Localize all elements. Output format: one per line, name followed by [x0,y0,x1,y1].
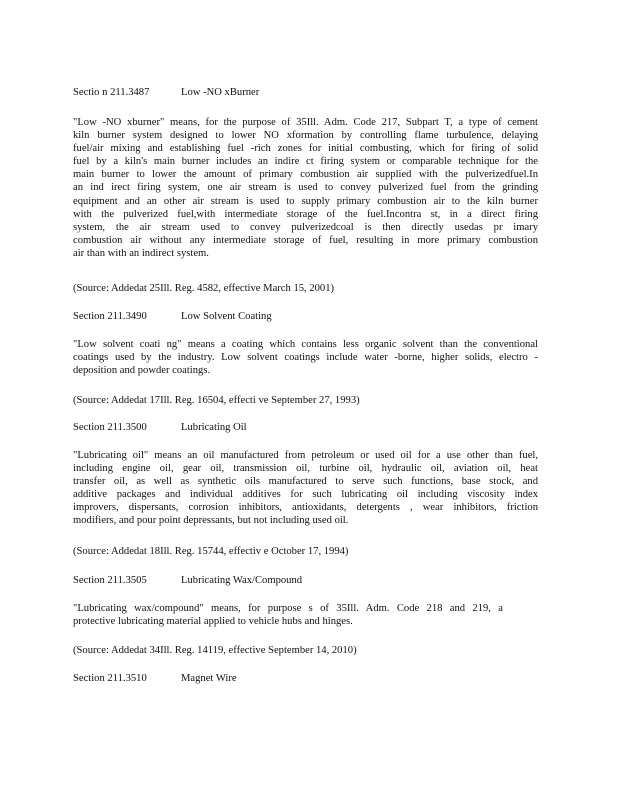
definition-line: "Lubricating wax/compound" means, for purpose s of 35Ill. Adm. Code 218 and 219, a [73,603,503,614]
definition-line: transfer oil, as well as synthetic oils manufactured to serve such functions, base stock, and [73,476,538,488]
definition-line: "Lubricating oil" means an oil manufactured from petroleum or used oil for a use other than fuel, [73,450,538,461]
source-note: (Source: Addedat 25Ill. Reg. 4582, effective March 15, 2001) [73,283,335,294]
definition-line: fuel/air mixing and establishing fuel -rich zones for initial combusting, which for firing of solid [73,143,538,155]
source-note: (Source: Addedat 34Ill. Reg. 14119, effective September 14, 2010) [73,645,357,656]
definition-line: "Low -NO xburner" means, for the purpose of 35Ill. Adm. Code 217, Subpart T, a type of cement [73,117,538,128]
section-heading [73,672,237,685]
definition-paragraph [73,449,538,528]
source-note: (Source: Addedat 18Ill. Reg. 15744, effectiv e October 17, 1994) [73,546,349,557]
definition-paragraph [73,602,503,628]
definition-line: system, the air stream used to convey pulverizedcoal is then directly usedas pr imary [73,221,538,233]
definition-line: improvers, dispersants, corrosion inhibitors, antioxidants, detergents , wear inhibitors, friction [73,502,538,514]
definition-line: including engine oil, gear oil, transmission oil, turbine oil, hydraulic oil, aviation oil, heat [73,463,538,475]
definition-line: main burner to lower the amount of primary combustion air supplied with the pulverizedfuel.In [73,169,538,181]
section-heading [73,421,247,434]
definition-line: coatings used by the industry. Low solvent coatings include water -borne, higher solids, electro - [73,352,538,364]
definition-line: combustion air without any intermediate storage of fuel, resulting in more primary combustion [73,234,538,246]
section-number: Section 211.3510 [73,673,147,684]
definition-line: additive packages and individual additives for such lubricating oil including viscosity index [73,489,538,501]
section-heading [73,574,302,587]
definition-line: kiln burner system designed to lower NO xformation by controlling flame turbulence, delaying [73,130,538,142]
section-title: Lubricating Wax/Compound [181,575,303,586]
section-heading [73,86,259,99]
section-title: Lubricating Oil [181,422,247,433]
definition-line: deposition and powder coatings. [73,365,211,377]
definition-line: air than with an indirect system. [73,247,209,259]
definition-line: fuel by a kiln's main burner includes an indire ct firing system or comparable technique for the [73,156,538,168]
definition-line: modifiers, and pour point depressants, but not including used oil. [73,515,349,527]
section-number: Section 211.3490 [73,311,147,322]
definition-line: an ind irect firing system, one air stream is used to convey pulverized fuel from the grinding [73,182,538,194]
section-heading [73,310,272,323]
section-title: Magnet Wire [181,673,237,684]
definition-line: with the pulverized fuel,with intermediate storage of the fuel.Incontra st, in a direct firing [73,208,538,220]
section-title: Low -NO xBurner [181,87,260,98]
definition-paragraph [73,338,538,377]
definition-line: "Low solvent coati ng" means a coating which contains less organic solvent than the conventional [73,339,538,350]
section-number: Section 211.3505 [73,575,147,586]
source-note: (Source: Addedat 17Ill. Reg. 16504, effecti ve September 27, 1993) [73,395,360,406]
section-title: Low Solvent Coating [181,311,272,322]
section-number: Section 211.3500 [73,422,147,433]
definition-paragraph [73,116,538,260]
section-number: Sectio n 211.3487 [73,87,150,98]
definition-line: equipment and an other air stream is used to supply primary combustion air to the kiln burner [73,195,538,207]
definition-line: protective lubricating material applied to vehicle hubs and hinges. [73,616,353,628]
